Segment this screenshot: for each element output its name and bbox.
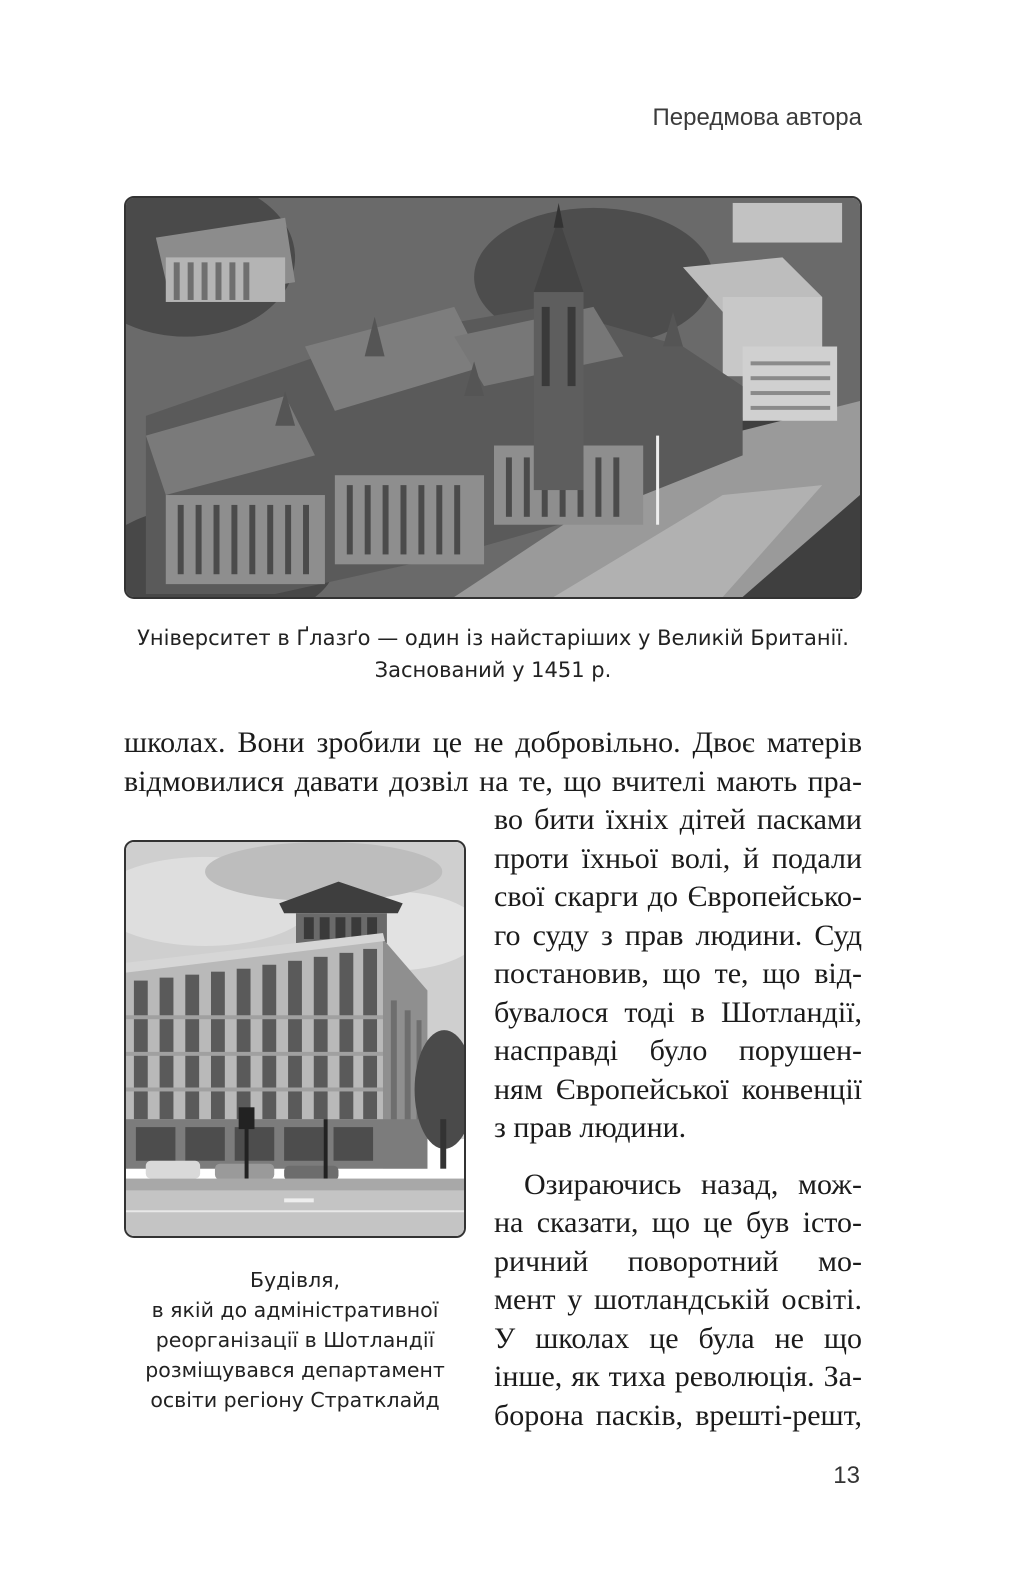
building-photo (124, 840, 466, 1238)
text-line: інше, як тиха революція. За- (494, 1360, 862, 1393)
caption-line: реорганізації в Шотландії (155, 1328, 435, 1352)
text-line: відмовилися давати дозвіл на те, що вчителі мають пра- (124, 764, 862, 798)
text-line: насправді було порушен- (494, 1034, 862, 1067)
text-line: проти їхньої волі, й подали (494, 841, 862, 875)
caption-line: в якій до адміністративної (151, 1298, 439, 1322)
running-head: Передмова автора (652, 104, 862, 131)
text-line: школах. Вони зробили це не добровільно. Двоє матерів (124, 726, 862, 759)
text-line: борона пасків, врешті-решт, (494, 1398, 862, 1432)
text-line: мент у шотландській освіті. (494, 1283, 862, 1316)
caption-line: Заснований у 1451 р. (374, 658, 612, 682)
caption-line: Будівля, (249, 1268, 341, 1292)
text-line: ричний поворотний мо- (494, 1244, 862, 1278)
caption-line: Університет в Ґлазґо — один із найстаріших у Великій Британії. (137, 626, 849, 650)
body-text-column (494, 801, 862, 1435)
caption-line: розміщувався департамент (145, 1358, 445, 1382)
university-caption (124, 622, 862, 686)
text-line: ням Європейської конвенції (494, 1072, 862, 1106)
text-line: У школах це була не що (494, 1321, 862, 1355)
building-caption (124, 1265, 466, 1415)
text-line: свої скарги до Європейсько- (494, 880, 862, 913)
text-line: Озираючись назад, мож- (524, 1167, 862, 1201)
page-number: 13 (833, 1462, 860, 1489)
text-line: постановив, що те, що від- (494, 957, 862, 990)
caption-line: освіти регіону Стратклайд (150, 1388, 440, 1412)
body-text-full-width (124, 724, 862, 801)
text-line: го суду з прав людини. Суд (494, 918, 862, 952)
text-line: з прав людини. (494, 1111, 687, 1144)
university-photo (124, 196, 862, 599)
text-line: на сказати, що це був істо- (494, 1206, 862, 1239)
text-line: бувалося тоді в Шотландії, (494, 995, 862, 1029)
text-line: во бити їхніх дітей пасками (494, 803, 862, 836)
